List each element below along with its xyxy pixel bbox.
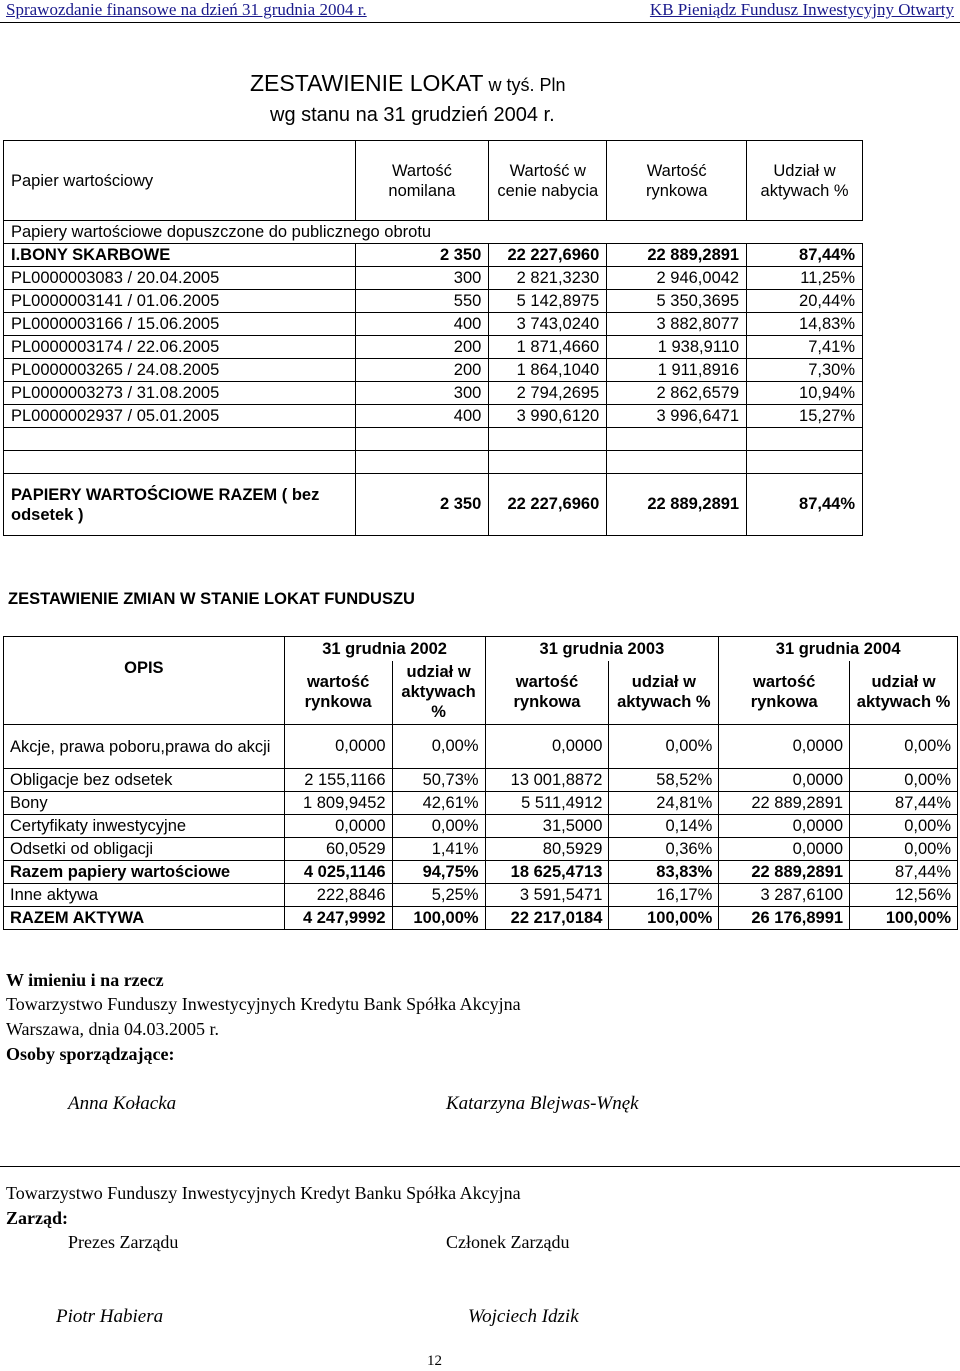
group-share: 87,44% <box>747 244 863 267</box>
preparer-2-name: Katarzyna Blejwas-Wnęk <box>446 1093 639 1114</box>
table-row <box>4 313 863 336</box>
row-name: Obligacje bez odsetek <box>4 769 285 792</box>
row-market: 1 938,9110 <box>607 336 747 359</box>
table-row <box>4 815 958 838</box>
row-name: PL0000003273 / 31.08.2005 <box>4 382 356 405</box>
cell: 0,0000 <box>719 769 850 792</box>
header-divider <box>0 22 960 23</box>
cell: 0,00% <box>392 815 485 838</box>
cell: 100,00% <box>392 907 485 930</box>
cell: 80,5929 <box>485 838 609 861</box>
cell: 0,00% <box>609 725 719 769</box>
row-share: 7,30% <box>747 359 863 382</box>
row-name: PL0000003174 / 22.06.2005 <box>4 336 356 359</box>
cell: 0,0000 <box>719 725 850 769</box>
col-share-2003: udział w aktywach % <box>609 661 719 725</box>
row-cost: 2 794,2695 <box>489 382 607 405</box>
cell: 22 889,2891 <box>719 861 850 884</box>
cell: 4 025,1146 <box>284 861 392 884</box>
preparers-label: Osoby sporządzające: <box>6 1044 175 1064</box>
changes-table <box>3 636 958 930</box>
row-share: 7,41% <box>747 336 863 359</box>
empty-row <box>4 428 863 451</box>
total-nominal: 2 350 <box>355 474 489 536</box>
company-name-1: Towarzystwo Funduszy Inwestycyjnych Kredytu Bank Spółka Akcyjna <box>6 994 521 1014</box>
subtotal-row <box>4 861 958 884</box>
role-president: Prezes Zarządu <box>68 1232 179 1252</box>
col-header-cost: Wartość w cenie nabycia <box>489 141 607 221</box>
header-fund-name: KB Pieniądz Fundusz Inwestycyjny Otwarty <box>649 0 954 19</box>
cell: 12,56% <box>850 884 958 907</box>
section-label: Papiery wartościowe dopuszczone do publicznego obrotu <box>4 221 863 244</box>
group-cost: 22 227,6960 <box>489 244 607 267</box>
cell: 5 511,4912 <box>485 792 609 815</box>
cell: 0,00% <box>850 725 958 769</box>
row-nominal: 200 <box>355 336 489 359</box>
total-cost: 22 227,6960 <box>489 474 607 536</box>
row-share: 15,27% <box>747 405 863 428</box>
group-market: 22 889,2891 <box>607 244 747 267</box>
row-market: 2 946,0042 <box>607 267 747 290</box>
cell: 0,00% <box>392 725 485 769</box>
year-header-2003: 31 grudnia 2003 <box>485 637 719 661</box>
cell: 0,00% <box>850 769 958 792</box>
cell: 3 287,6100 <box>719 884 850 907</box>
cell: 13 001,8872 <box>485 769 609 792</box>
group-nominal: 2 350 <box>355 244 489 267</box>
row-name: Akcje, prawa poboru,prawa do akcji <box>4 725 285 769</box>
cell: 1,41% <box>392 838 485 861</box>
total-assets-row <box>4 907 958 930</box>
total-share: 87,44% <box>747 474 863 536</box>
row-nominal: 300 <box>355 267 489 290</box>
row-share: 14,83% <box>747 313 863 336</box>
title-main: ZESTAWIENIE LOKAT <box>250 70 484 96</box>
cell: 22 217,0184 <box>485 907 609 930</box>
row-name: Inne aktywa <box>4 884 285 907</box>
page-title <box>250 70 565 97</box>
col-header-paper: Papier wartościowy <box>4 141 356 221</box>
cell: 0,36% <box>609 838 719 861</box>
page-number: 12 <box>427 1353 442 1369</box>
row-share: 11,25% <box>747 267 863 290</box>
cell: 0,0000 <box>284 725 392 769</box>
table-row <box>4 838 958 861</box>
title-date: wg stanu na 31 grudzień 2004 r. <box>270 104 555 126</box>
col-value-2002: wartość rynkowa <box>284 661 392 725</box>
row-cost: 1 871,4660 <box>489 336 607 359</box>
row-name: PL0000003141 / 01.06.2005 <box>4 290 356 313</box>
cell: 222,8846 <box>284 884 392 907</box>
cell: 87,44% <box>850 861 958 884</box>
cell: 0,0000 <box>284 815 392 838</box>
row-name: RAZEM AKTYWA <box>4 907 285 930</box>
row-cost: 3 990,6120 <box>489 405 607 428</box>
cell: 83,83% <box>609 861 719 884</box>
footer-divider <box>0 1166 960 1167</box>
row-share: 10,94% <box>747 382 863 405</box>
cell: 3 591,5471 <box>485 884 609 907</box>
year-header-2004: 31 grudnia 2004 <box>719 637 958 661</box>
on-behalf-label: W imieniu i na rzecz <box>6 970 164 990</box>
table-row <box>4 792 958 815</box>
table-row <box>4 382 863 405</box>
row-market: 1 911,8916 <box>607 359 747 382</box>
cell: 60,0529 <box>284 838 392 861</box>
place-date: Warszawa, dnia 04.03.2005 r. <box>6 1019 219 1039</box>
col-value-2003: wartość rynkowa <box>485 661 609 725</box>
title-unit: w tyś. Pln <box>483 75 566 95</box>
row-nominal: 400 <box>355 405 489 428</box>
row-cost: 3 743,0240 <box>489 313 607 336</box>
cell: 0,0000 <box>719 815 850 838</box>
cell: 0,14% <box>609 815 719 838</box>
year-header-2002: 31 grudnia 2002 <box>284 637 485 661</box>
cell: 2 155,1166 <box>284 769 392 792</box>
row-name: PL0000003265 / 24.08.2005 <box>4 359 356 382</box>
col-header-share: Udział w aktywach % <box>747 141 863 221</box>
cell: 58,52% <box>609 769 719 792</box>
row-cost: 1 864,1040 <box>489 359 607 382</box>
company-name-2: Towarzystwo Funduszy Inwestycyjnych Kredyt Banku Spółka Akcyjna <box>6 1183 521 1203</box>
table-row <box>4 290 863 313</box>
cell: 0,0000 <box>719 838 850 861</box>
row-nominal: 200 <box>355 359 489 382</box>
cell: 4 247,9992 <box>284 907 392 930</box>
row-share: 20,44% <box>747 290 863 313</box>
table-row <box>4 359 863 382</box>
cell: 42,61% <box>392 792 485 815</box>
cell: 26 176,8991 <box>719 907 850 930</box>
cell: 50,73% <box>392 769 485 792</box>
cell: 94,75% <box>392 861 485 884</box>
col-share-2004: udział w aktywach % <box>850 661 958 725</box>
role-member: Członek Zarządu <box>446 1232 570 1252</box>
col-header-nominal: Wartość nomilana <box>355 141 489 221</box>
cell: 0,00% <box>850 815 958 838</box>
row-cost: 5 142,8975 <box>489 290 607 313</box>
cell: 87,44% <box>850 792 958 815</box>
row-name: PL0000002937 / 05.01.2005 <box>4 405 356 428</box>
row-market: 3 996,6471 <box>607 405 747 428</box>
cell: 1 809,9452 <box>284 792 392 815</box>
cell: 100,00% <box>609 907 719 930</box>
board-label: Zarząd: <box>6 1208 68 1228</box>
empty-row <box>4 451 863 474</box>
group-row <box>4 244 863 267</box>
col-value-2004: wartość rynkowa <box>719 661 850 725</box>
row-cost: 2 821,3230 <box>489 267 607 290</box>
cell: 5,25% <box>392 884 485 907</box>
row-name: Razem papiery wartościowe <box>4 861 285 884</box>
table-row <box>4 336 863 359</box>
cell: 24,81% <box>609 792 719 815</box>
table-row <box>4 725 958 769</box>
cell: 16,17% <box>609 884 719 907</box>
changes-table-title: ZESTAWIENIE ZMIAN W STANIE LOKAT FUNDUSZU <box>8 590 415 608</box>
signer-1-name: Piotr Habiera <box>56 1306 164 1327</box>
total-name: PAPIERY WARTOŚCIOWE RAZEM ( bez odsetek ) <box>4 474 356 536</box>
row-name: Odsetki od obligacji <box>4 838 285 861</box>
preparer-1-name: Anna Kołacka <box>68 1093 177 1114</box>
table-row <box>4 267 863 290</box>
row-nominal: 550 <box>355 290 489 313</box>
row-name: Certyfikaty inwestycyjne <box>4 815 285 838</box>
col-share-2002: udział w aktywach % <box>392 661 485 725</box>
row-market: 2 862,6579 <box>607 382 747 405</box>
cell: 31,5000 <box>485 815 609 838</box>
total-market: 22 889,2891 <box>607 474 747 536</box>
cell: 0,0000 <box>485 725 609 769</box>
cell: 18 625,4713 <box>485 861 609 884</box>
signer-2-name: Wojciech Idzik <box>468 1306 579 1327</box>
row-name: PL0000003083 / 20.04.2005 <box>4 267 356 290</box>
row-market: 5 350,3695 <box>607 290 747 313</box>
header-report-title: Sprawozdanie finansowe na dzień 31 grudnia 2004 r. <box>6 0 367 19</box>
other-assets-row <box>4 884 958 907</box>
table-row <box>4 769 958 792</box>
group-name: I.BONY SKARBOWE <box>4 244 356 267</box>
col-header-market: Wartość rynkowa <box>607 141 747 221</box>
row-name: Bony <box>4 792 285 815</box>
investments-table <box>3 140 863 536</box>
table-row <box>4 405 863 428</box>
cell: 22 889,2891 <box>719 792 850 815</box>
row-name: PL0000003166 / 15.06.2005 <box>4 313 356 336</box>
total-row <box>4 474 863 536</box>
row-nominal: 300 <box>355 382 489 405</box>
row-market: 3 882,8077 <box>607 313 747 336</box>
cell: 0,00% <box>850 838 958 861</box>
cell: 100,00% <box>850 907 958 930</box>
opis-header: OPIS <box>4 637 285 725</box>
row-nominal: 400 <box>355 313 489 336</box>
